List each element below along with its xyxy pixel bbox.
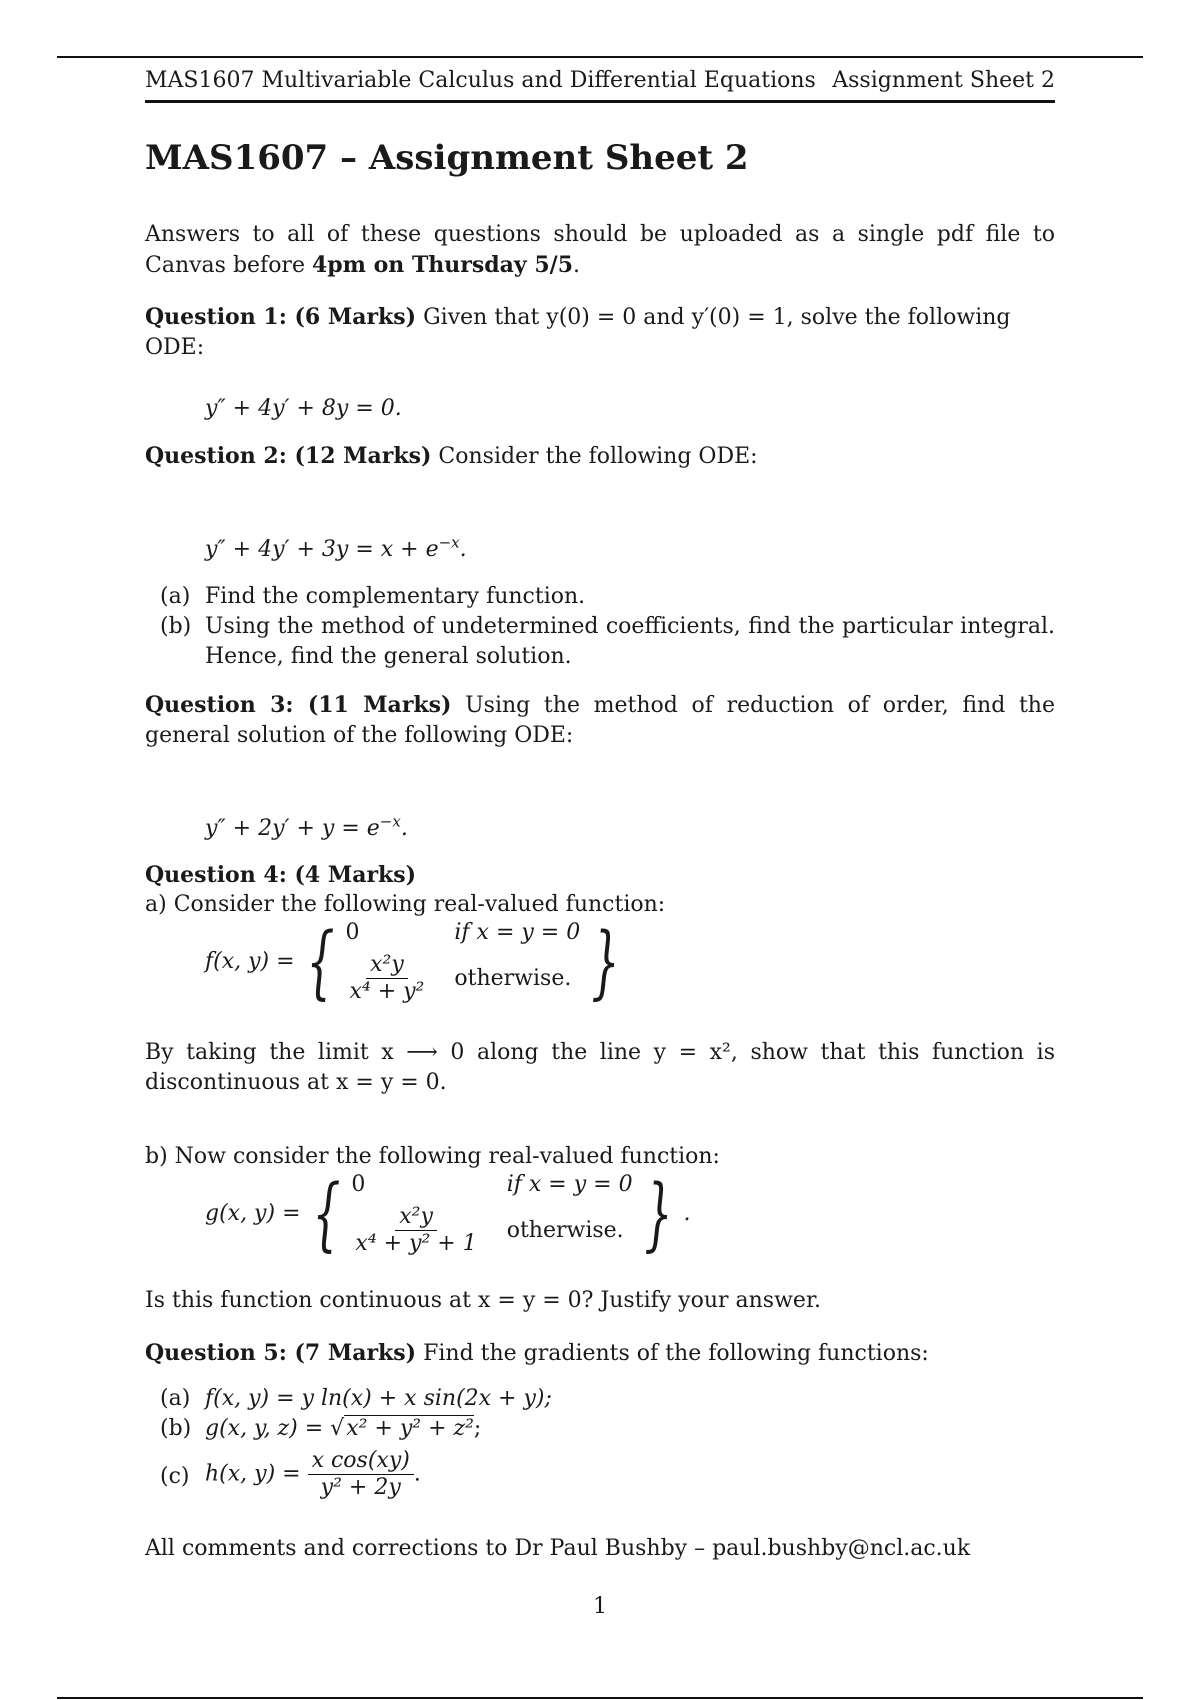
intro-paragraph: [145, 220, 1055, 281]
intro-deadline: 4pm on Thursday 5/5: [311, 252, 574, 278]
question-2-equation-end: .: [459, 537, 467, 562]
f-denominator: x⁴ + y²: [349, 979, 425, 1004]
page-number: 1: [593, 1594, 607, 1619]
question-3: [145, 690, 1055, 751]
f-case1-condition: if x = y = 0: [454, 920, 581, 945]
question-5-label: Question 5: (7 Marks): [145, 1340, 417, 1366]
list-item: [145, 582, 1055, 612]
g-fraction: [351, 1204, 480, 1257]
bottom-rule: [57, 1697, 1143, 1699]
question-2: [145, 441, 1055, 472]
g-case1-value: 0: [351, 1172, 366, 1197]
part-text: Find the complementary function.: [205, 584, 586, 609]
part-text-pre: h(x, y) =: [205, 1461, 308, 1487]
right-brace-icon: }: [591, 914, 620, 1008]
sqrt-icon: √: [330, 1416, 345, 1441]
question-2-equation: [205, 535, 467, 565]
intro-text: Answers to all of these questions should be uploaded as a single pdf file to Canvas before: [145, 222, 1055, 278]
question-4: [145, 860, 1055, 891]
g-case1-condition: if x = y = 0: [506, 1172, 633, 1197]
question-3-label: Question 3: (11 Marks): [145, 692, 452, 718]
question-5: [145, 1338, 1055, 1369]
list-item: [145, 1414, 1055, 1444]
question-4b-text: b) Now consider the following real-valued function:: [145, 1144, 720, 1169]
part-text: Using the method of undetermined coefficients, find the particular integral. Hence, find the general solution.: [205, 614, 1055, 669]
top-rule: [57, 56, 1143, 58]
list-item: [145, 1448, 1055, 1501]
f-numerator: x²y: [366, 952, 408, 979]
h-denominator: y² + 2y: [320, 1475, 401, 1500]
question-3-equation-exp: −x: [379, 812, 401, 831]
g-denominator: x⁴ + y² + 1: [355, 1231, 477, 1256]
part-label: (b): [160, 614, 192, 639]
part-text-pre: g(x, y, z) =: [205, 1416, 331, 1441]
question-2-text: Consider the following ODE:: [438, 444, 758, 469]
f-case1-value: 0: [345, 920, 360, 945]
piecewise-g-end: .: [683, 1200, 691, 1226]
question-5-text: Find the gradients of the following functions:: [423, 1341, 929, 1366]
question-2-parts: [145, 582, 1055, 672]
question-4a-text: a) Consider the following real-valued function:: [145, 892, 666, 917]
running-header-right: Assignment Sheet 2: [832, 68, 1055, 93]
question-3-equation-end: .: [400, 816, 408, 841]
question-1-equation: y″ + 4y′ + 8y = 0.: [205, 396, 402, 421]
intro-end: .: [573, 253, 581, 278]
page-title: MAS1607 – Assignment Sheet 2: [145, 138, 749, 178]
piecewise-g: [205, 1166, 691, 1260]
question-5-parts: [145, 1384, 1055, 1501]
g-case2-condition: otherwise.: [506, 1217, 624, 1243]
piecewise-g-cases: [351, 1170, 632, 1257]
footer-note: All comments and corrections to Dr Paul Bushby – paul.bushby@ncl.ac.uk: [145, 1536, 971, 1561]
f-case2-condition: otherwise.: [454, 965, 572, 991]
list-item: [145, 612, 1055, 672]
question-2-label: Question 2: (12 Marks): [145, 443, 432, 469]
piecewise-f: [205, 914, 631, 1008]
part-label: (a): [160, 1386, 191, 1411]
piecewise-g-lhs: g(x, y) =: [205, 1200, 301, 1226]
question-1-text: Given that y(0) = 0 and y′(0) = 1, solve the following ODE:: [145, 305, 1011, 360]
right-brace-icon: }: [644, 1166, 673, 1260]
running-header-left: MAS1607 Multivariable Calculus and Differential Equations: [145, 68, 816, 93]
question-3-equation-main: y″ + 2y′ + y = e: [205, 816, 380, 841]
question-4a-followup: By taking the limit x ⟶ 0 along the line y = x², show that this function is discontinuous at x = y = 0.: [145, 1040, 1055, 1095]
question-1-label: Question 1: (6 Marks): [145, 304, 417, 330]
piecewise-f-lhs: f(x, y) =: [205, 948, 295, 974]
part-label: (b): [160, 1416, 192, 1441]
question-2-equation-exp: −x: [438, 533, 460, 552]
left-brace-icon: {: [306, 914, 335, 1008]
running-header: [145, 66, 1055, 103]
g-numerator: x²y: [395, 1204, 437, 1231]
question-4b-followup: Is this function continuous at x = y = 0? Justify your answer.: [145, 1288, 822, 1313]
list-item: [145, 1384, 1055, 1414]
question-2-equation-main: y″ + 4y′ + 3y = x + e: [205, 537, 439, 562]
question-4-label: Question 4: (4 Marks): [145, 862, 417, 888]
question-3-text: Using the method of reduction of order, find the general solution of the following ODE:: [145, 693, 1055, 748]
part-text-post: .: [413, 1461, 421, 1487]
f-fraction: [345, 952, 428, 1005]
part-text: f(x, y) = y ln(x) + x sin(2x + y);: [205, 1386, 552, 1411]
question-3-equation: [205, 814, 408, 844]
part-text-post: ;: [473, 1416, 482, 1441]
piecewise-f-cases: [345, 918, 580, 1005]
part-label: (c): [160, 1464, 190, 1489]
question-1: [145, 302, 1055, 363]
left-brace-icon: {: [311, 1166, 340, 1260]
h-fraction: [308, 1448, 414, 1501]
h-numerator: x cos(xy): [308, 1448, 414, 1475]
part-label: (a): [160, 584, 191, 609]
radicand: x² + y² + z²: [346, 1416, 474, 1441]
